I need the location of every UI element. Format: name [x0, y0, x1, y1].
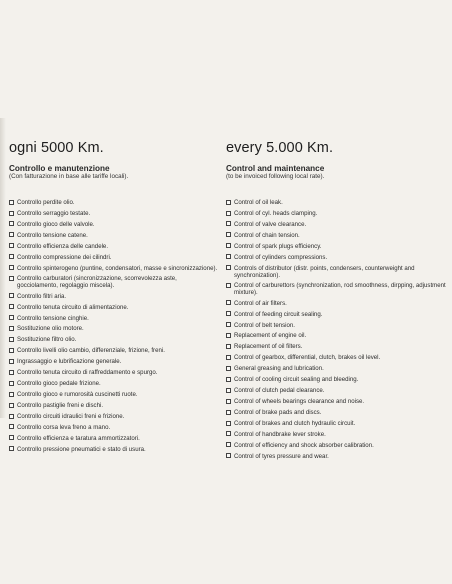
checklist-item — [9, 243, 219, 250]
checklist-item — [226, 431, 448, 438]
checklist-italian — [9, 199, 219, 453]
checkbox[interactable] — [226, 311, 231, 316]
checkbox[interactable] — [226, 221, 231, 226]
checklist-item — [226, 376, 448, 383]
checklist-item — [226, 210, 448, 217]
checkbox[interactable] — [9, 359, 14, 364]
checkbox[interactable] — [226, 300, 231, 305]
checklist-item — [226, 282, 448, 296]
checklist-item-label: Controllo gioco delle valvole. — [17, 220, 95, 228]
checkbox[interactable] — [9, 221, 14, 226]
checkbox[interactable] — [9, 326, 14, 331]
checklist-item — [9, 435, 219, 442]
checklist-item-label: Controllo gioco e rumorosità cuscinetti ruote. — [17, 391, 138, 399]
checklist-item-label: Control of carburettors (synchronization, rod smoothness, dirpping, adjustment mixture). — [234, 282, 446, 297]
checkbox[interactable] — [226, 254, 231, 259]
checklist-item — [226, 365, 448, 372]
checklist-item — [9, 199, 219, 206]
checklist-item-label: Controllo circuiti idraulici freni e frizione. — [17, 412, 125, 420]
checkbox[interactable] — [226, 200, 231, 205]
checklist-item-label: Control of air filters. — [234, 299, 287, 307]
checklist-item-label: Sostituzione olio motore. — [17, 325, 84, 333]
checklist-item — [226, 322, 448, 329]
checklist-english — [226, 199, 448, 460]
checklist-item-label: Control of cylinders compressions. — [234, 253, 328, 261]
checklist-item — [226, 442, 448, 449]
checklist-item — [9, 254, 219, 261]
checkbox[interactable] — [226, 283, 231, 288]
checklist-item-label: Control of tyres pressure and wear. — [234, 452, 329, 460]
checklist-item-label: Ingrassaggio e lubrificazione generale. — [17, 358, 122, 366]
checkbox[interactable] — [226, 322, 231, 327]
checklist-item — [226, 199, 448, 206]
checklist-item-label: Control of wheels bearings clearance and noise. — [234, 398, 365, 406]
checklist-item — [9, 380, 219, 387]
checklist-item-label: Control of brakes and clutch hydraulic circuit. — [234, 419, 356, 427]
checklist-item — [9, 358, 219, 365]
checklist-item-label: Control of cooling circuit sealing and bleeding. — [234, 376, 359, 384]
checklist-item-label: Controllo serraggio testate. — [17, 209, 91, 217]
checkbox[interactable] — [226, 399, 231, 404]
checkbox[interactable] — [9, 232, 14, 237]
checklist-item-label: Controllo perdite olio. — [17, 199, 75, 206]
checklist-item-label: Controllo efficienza e taratura ammortizzatori. — [17, 434, 140, 442]
checklist-item — [9, 446, 219, 453]
checklist-item-label: Controllo tensione cinghie. — [17, 314, 89, 322]
checklist-item — [9, 221, 219, 228]
checklist-item — [226, 398, 448, 405]
checklist-item — [9, 402, 219, 409]
checklist-item-label: Control of clutch pedal clearance. — [234, 387, 325, 395]
checklist-item — [9, 369, 219, 376]
checklist-item — [226, 232, 448, 239]
checklist-item-label: Controllo spinterogeno (puntine, condensatori, masse e sincronizzazione). — [17, 264, 218, 272]
checkbox[interactable] — [9, 243, 14, 248]
checklist-item — [226, 221, 448, 228]
checklist-item-label: Control of chain tension. — [234, 231, 300, 239]
checklist-item-label: Controllo compressione dei cilindri. — [17, 253, 112, 261]
checkbox[interactable] — [226, 388, 231, 393]
checklist-item-label: Controllo corsa leva freno a mano. — [17, 423, 111, 431]
checkbox[interactable] — [226, 243, 231, 248]
checklist-item-label: Controllo carburatori (sincronizzazione, scorrevolezza aste, gocciolamento, regolaggio miscela). — [17, 275, 177, 290]
checklist-item-label: Control of cyl. heads clamping. — [234, 209, 318, 217]
checkbox[interactable] — [226, 453, 231, 458]
checkbox[interactable] — [9, 424, 14, 429]
section-subheading-italian: (Con fatturazione in base alle tariffe locali). — [9, 173, 129, 180]
checklist-item-label: Control of spark plugs efficiency. — [234, 242, 322, 250]
checklist-item-label: Replacement of oil filters. — [234, 343, 303, 351]
checkbox[interactable] — [226, 442, 231, 447]
checklist-item-label: Controls of distributor (distr. points, condensers, counterweight and synchronization). — [234, 264, 415, 279]
checklist-item — [226, 265, 448, 279]
checklist-item-label: General greasing and lubrication. — [234, 365, 324, 373]
checkbox[interactable] — [226, 265, 231, 270]
checkbox[interactable] — [9, 435, 14, 440]
checklist-item — [226, 311, 448, 318]
checkbox[interactable] — [226, 333, 231, 338]
checkbox[interactable] — [226, 355, 231, 360]
checkbox[interactable] — [226, 410, 231, 415]
checklist-item-label: Controllo pastiglie freni e dischi. — [17, 402, 104, 409]
italian-column — [9, 140, 219, 457]
checklist-item — [226, 332, 448, 339]
checkbox[interactable] — [9, 403, 14, 408]
checklist-item — [9, 325, 219, 332]
checklist-item-label: Control of feeding circuit sealing. — [234, 310, 323, 318]
checkbox[interactable] — [9, 381, 14, 386]
checkbox[interactable] — [226, 211, 231, 216]
checkbox[interactable] — [9, 315, 14, 320]
checklist-item-label: Controllo pressione pneumatici e stato di usura. — [17, 445, 146, 453]
section-heading-english: Control and maintenance — [226, 164, 325, 173]
checklist-item-label: Control of belt tension. — [234, 321, 295, 329]
checklist-item — [9, 232, 219, 239]
checklist-item-label: Controllo tenuta circuito di alimentazione. — [17, 303, 129, 311]
checklist-item — [9, 391, 219, 398]
checklist-item-label: Replacement of engine oil. — [234, 332, 307, 340]
checkbox[interactable] — [226, 421, 231, 426]
checkbox[interactable] — [9, 370, 14, 375]
section-subheading-english: (to be invoiced following local rate). — [226, 173, 325, 180]
checklist-item — [226, 243, 448, 250]
checklist-item — [9, 336, 219, 343]
checklist-item — [9, 210, 219, 217]
checklist-item-label: Controllo livelli olio cambio, differenziale, frizione, freni. — [17, 347, 165, 355]
checklist-item — [226, 409, 448, 416]
checklist-item-label: Control of efficiency and shock absorber calibration. — [234, 441, 374, 449]
checkbox[interactable] — [9, 211, 14, 216]
section-heading-italian: Controllo e manutenzione — [9, 164, 110, 173]
checkbox[interactable] — [9, 392, 14, 397]
checklist-item — [9, 275, 219, 289]
checkbox[interactable] — [9, 446, 14, 451]
checkbox[interactable] — [9, 276, 14, 281]
checkbox[interactable] — [226, 366, 231, 371]
checklist-item — [226, 354, 448, 361]
checklist-item — [9, 413, 219, 420]
checklist-item — [9, 265, 219, 272]
checkbox[interactable] — [9, 293, 14, 298]
interval-title-english: every 5.000 Km. — [226, 140, 334, 156]
page-edge-shadow — [0, 118, 6, 418]
checklist-item-label: Controllo tenuta circuito di raffreddamento e spurgo. — [17, 369, 158, 377]
checkbox[interactable] — [9, 304, 14, 309]
checkbox[interactable] — [9, 254, 14, 259]
checkbox[interactable] — [226, 377, 231, 382]
checklist-item-label: Control of valve clearance. — [234, 220, 307, 228]
checklist-item — [9, 293, 219, 300]
checklist-item — [9, 315, 219, 322]
checklist-item-label: Control of handbrake lever stroke. — [234, 430, 326, 438]
checklist-item-label: Control of oil leak. — [234, 199, 283, 206]
checklist-item-label: Control of gearbox, differential, clutch, brakes oil level. — [234, 354, 381, 362]
checkbox[interactable] — [226, 232, 231, 237]
checkbox[interactable] — [226, 344, 231, 349]
checklist-item — [226, 300, 448, 307]
checkbox[interactable] — [9, 414, 14, 419]
interval-title-italian: ogni 5000 Km. — [9, 140, 104, 156]
checklist-item — [9, 424, 219, 431]
checklist-item — [9, 304, 219, 311]
checklist-item-label: Controllo efficienza delle candele. — [17, 242, 109, 250]
checklist-item-label: Sostituzione filtro olio. — [17, 336, 77, 344]
checklist-item — [9, 347, 219, 354]
checkbox[interactable] — [9, 200, 14, 205]
english-column — [226, 140, 448, 464]
checkbox[interactable] — [9, 348, 14, 353]
checkbox[interactable] — [9, 337, 14, 342]
checklist-item-label: Control of brake pads and discs. — [234, 409, 322, 416]
checkbox[interactable] — [9, 265, 14, 270]
checklist-item-label: Controllo gioco pedale frizione. — [17, 380, 101, 388]
checklist-item — [226, 387, 448, 394]
checklist-item — [226, 343, 448, 350]
checkbox[interactable] — [226, 431, 231, 436]
checklist-item — [226, 420, 448, 427]
checklist-item — [226, 453, 448, 460]
checklist-item — [226, 254, 448, 261]
checklist-item-label: Controllo tensione catene. — [17, 231, 88, 239]
checklist-item-label: Controllo filtri aria. — [17, 292, 67, 300]
